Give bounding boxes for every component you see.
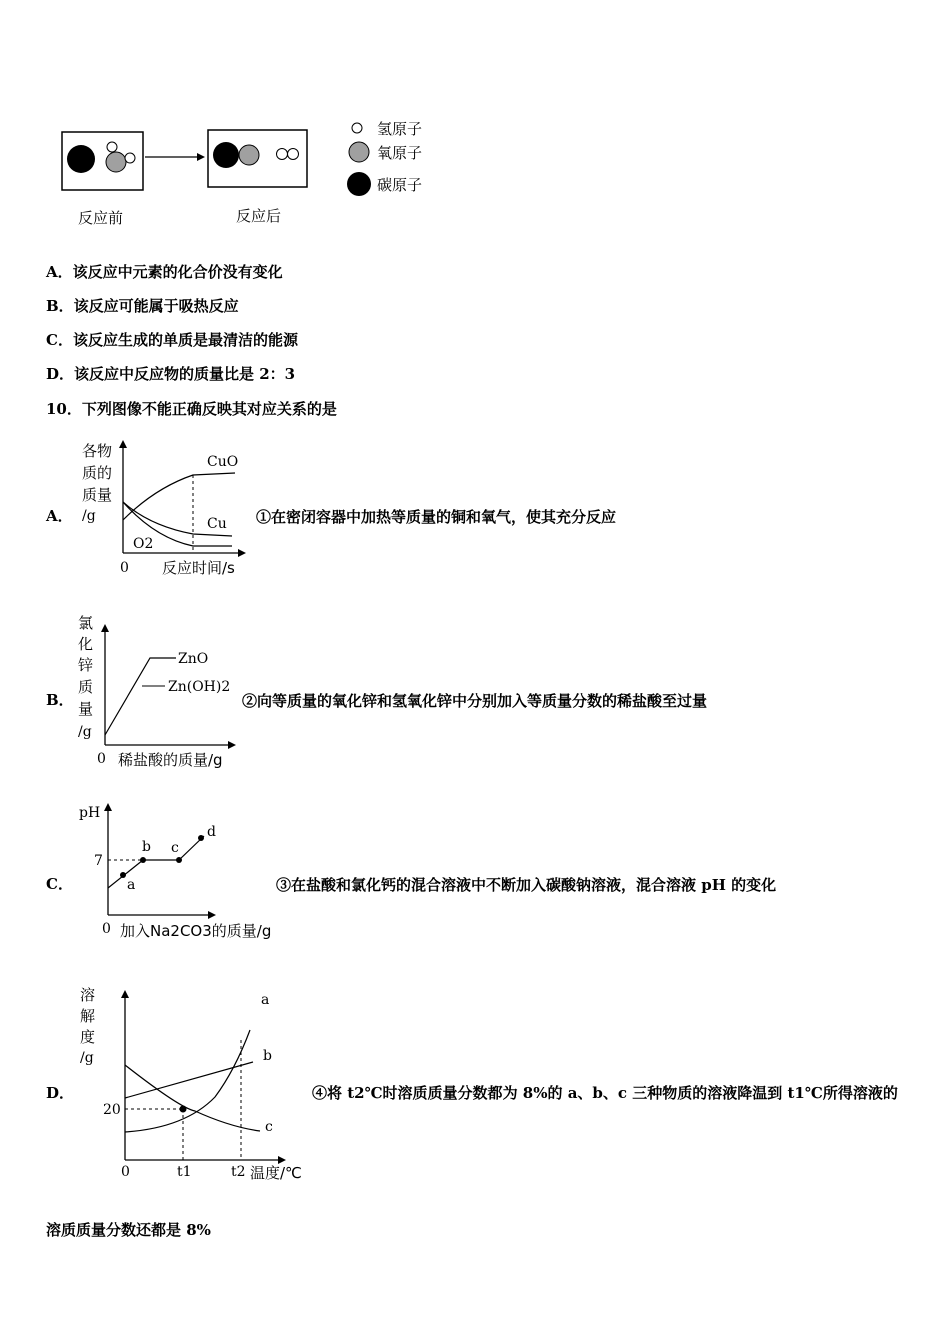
graph-c-svg (70, 795, 290, 950)
graph-c-ytick-7: 7 (94, 853, 103, 869)
point-c (176, 857, 182, 863)
reaction-diagram (55, 115, 455, 235)
graph-a (70, 438, 260, 583)
point-b (140, 857, 146, 863)
graph-d-svg (70, 980, 310, 1185)
legend-label-hydrogen: 氢原子 (377, 120, 423, 138)
graph-a-label-cu: Cu (207, 516, 227, 532)
q9-option-c: C．该反应生成的单质是最清洁的能源 (46, 331, 298, 349)
graph-c-label-a: a (127, 877, 136, 893)
x-axis-arrow (228, 741, 236, 749)
carbon-atom (67, 145, 95, 173)
legend-label-carbon: 碳原子 (377, 176, 423, 194)
graph-c-ylabel: pH (79, 805, 101, 821)
graph-a-ylabel-1: 各物 (82, 442, 113, 460)
graph-d-label-b: b (263, 1048, 272, 1064)
q9-option-a: A．该反应中元素的化合价没有变化 (46, 263, 283, 281)
x-axis-arrow (238, 549, 246, 557)
zno-line (105, 658, 176, 735)
graph-b-ylabel-4: 质 (78, 678, 94, 696)
x-axis-arrow (208, 911, 216, 919)
option-c-letter: C． (46, 875, 73, 893)
graph-c-origin: 0 (102, 921, 111, 937)
option-a-letter: A． (46, 507, 73, 525)
option-b-letter: B． (46, 691, 74, 709)
graph-b-ylabel-6: /g (78, 724, 92, 740)
option-d-description-continued: 溶质质量分数还都是 8% (46, 1221, 211, 1239)
graph-b-label-zn-oh-2: Zn(OH)2 (168, 679, 231, 695)
option-d-description: ④将 t2℃时溶质质量分数都为 8%的 a、b、c 三种物质的溶液降温到 t1℃所得溶液的 (312, 1084, 898, 1102)
hydrogen-atom (288, 149, 299, 160)
option-b-description: ②向等质量的氧化锌和氢氧化锌中分别加入等质量分数的稀盐酸至过量 (242, 692, 708, 710)
graph-b (70, 610, 250, 775)
reaction-diagram-svg (55, 115, 455, 235)
legend-carbon-icon (347, 172, 371, 196)
oxygen-atom (106, 152, 126, 172)
graph-d-xlabel: 温度/℃ (250, 1164, 302, 1182)
graph-c-label-d: d (207, 824, 216, 840)
oxygen-atom (239, 145, 259, 165)
graph-d-xtick-t2: t2 (231, 1164, 246, 1180)
graph-b-svg (70, 610, 250, 775)
point-a (120, 872, 126, 878)
graph-d-ytick-20: 20 (103, 1102, 121, 1118)
graph-c-label-c: c (171, 840, 179, 856)
option-a-description: ①在密闭容器中加热等质量的铜和氧气，使其充分反应 (256, 508, 617, 526)
legend-hydrogen-icon (352, 123, 362, 133)
graph-a-svg (70, 438, 260, 583)
before-label: 反应前 (78, 209, 124, 227)
cuo-curve (123, 473, 235, 520)
y-axis-arrow (104, 803, 112, 811)
graph-d-ylabel-2: 解 (80, 1007, 96, 1025)
legend-label-oxygen: 氧原子 (377, 144, 423, 162)
graph-d (70, 980, 310, 1185)
graph-a-origin: 0 (120, 560, 129, 576)
graph-d-ylabel-3: 度 (80, 1028, 96, 1046)
graph-a-ylabel-3: 质量 (82, 486, 113, 504)
y-axis-arrow (119, 440, 127, 448)
graph-b-ylabel-2: 化 (78, 635, 94, 653)
y-axis-arrow (121, 990, 129, 998)
x-axis-arrow (278, 1156, 286, 1164)
point-d (198, 835, 204, 841)
graph-b-ylabel-1: 氯 (78, 614, 94, 632)
curve-c (125, 1065, 260, 1131)
graph-d-ylabel-4: /g (80, 1050, 94, 1066)
graph-b-ylabel-5: 量 (78, 700, 94, 718)
graph-c-label-b: b (142, 839, 151, 855)
graph-b-label-zno: ZnO (178, 651, 209, 667)
y-axis-arrow (101, 624, 109, 632)
carbon-atom (213, 142, 239, 168)
ph-curve (108, 836, 204, 888)
option-c-description: ③在盐酸和氯化钙的混合溶液中不断加入碳酸钠溶液，混合溶液 pH 的变化 (276, 876, 777, 894)
graph-b-origin: 0 (97, 751, 106, 767)
graph-d-origin: 0 (121, 1164, 130, 1180)
legend-oxygen-icon (349, 142, 369, 162)
graph-a-ylabel-4: /g (82, 508, 96, 524)
graph-d-ylabel-1: 溶 (80, 986, 96, 1004)
graph-c-xlabel: 加入Na2CO3的质量/g (120, 922, 272, 940)
hydrogen-atom (107, 142, 117, 152)
option-d-letter: D． (46, 1084, 75, 1102)
graph-d-label-a: a (261, 992, 270, 1008)
after-label: 反应后 (236, 207, 282, 225)
graph-b-ylabel-3: 锌 (78, 656, 94, 674)
q9-option-d: D．该反应中反应物的质量比是 2：3 (46, 365, 296, 383)
graph-a-xlabel: 反应时间/s (162, 559, 235, 577)
q9-option-b: B．该反应可能属于吸热反应 (46, 297, 239, 315)
graph-d-xtick-t1: t1 (177, 1164, 192, 1180)
q10-stem: 10．下列图像不能正确反映其对应关系的是 (46, 400, 337, 418)
graph-d-label-c: c (265, 1119, 273, 1135)
graph-b-xlabel: 稀盐酸的质量/g (118, 751, 223, 769)
hydrogen-atom (125, 153, 135, 163)
hydrogen-atom (277, 149, 288, 160)
arrow-head (197, 153, 205, 161)
graph-a-label-cuo: CuO (207, 454, 239, 470)
graph-c (70, 795, 290, 950)
graph-a-label-o2: O2 (133, 536, 154, 552)
graph-a-ylabel-2: 质的 (82, 464, 113, 482)
